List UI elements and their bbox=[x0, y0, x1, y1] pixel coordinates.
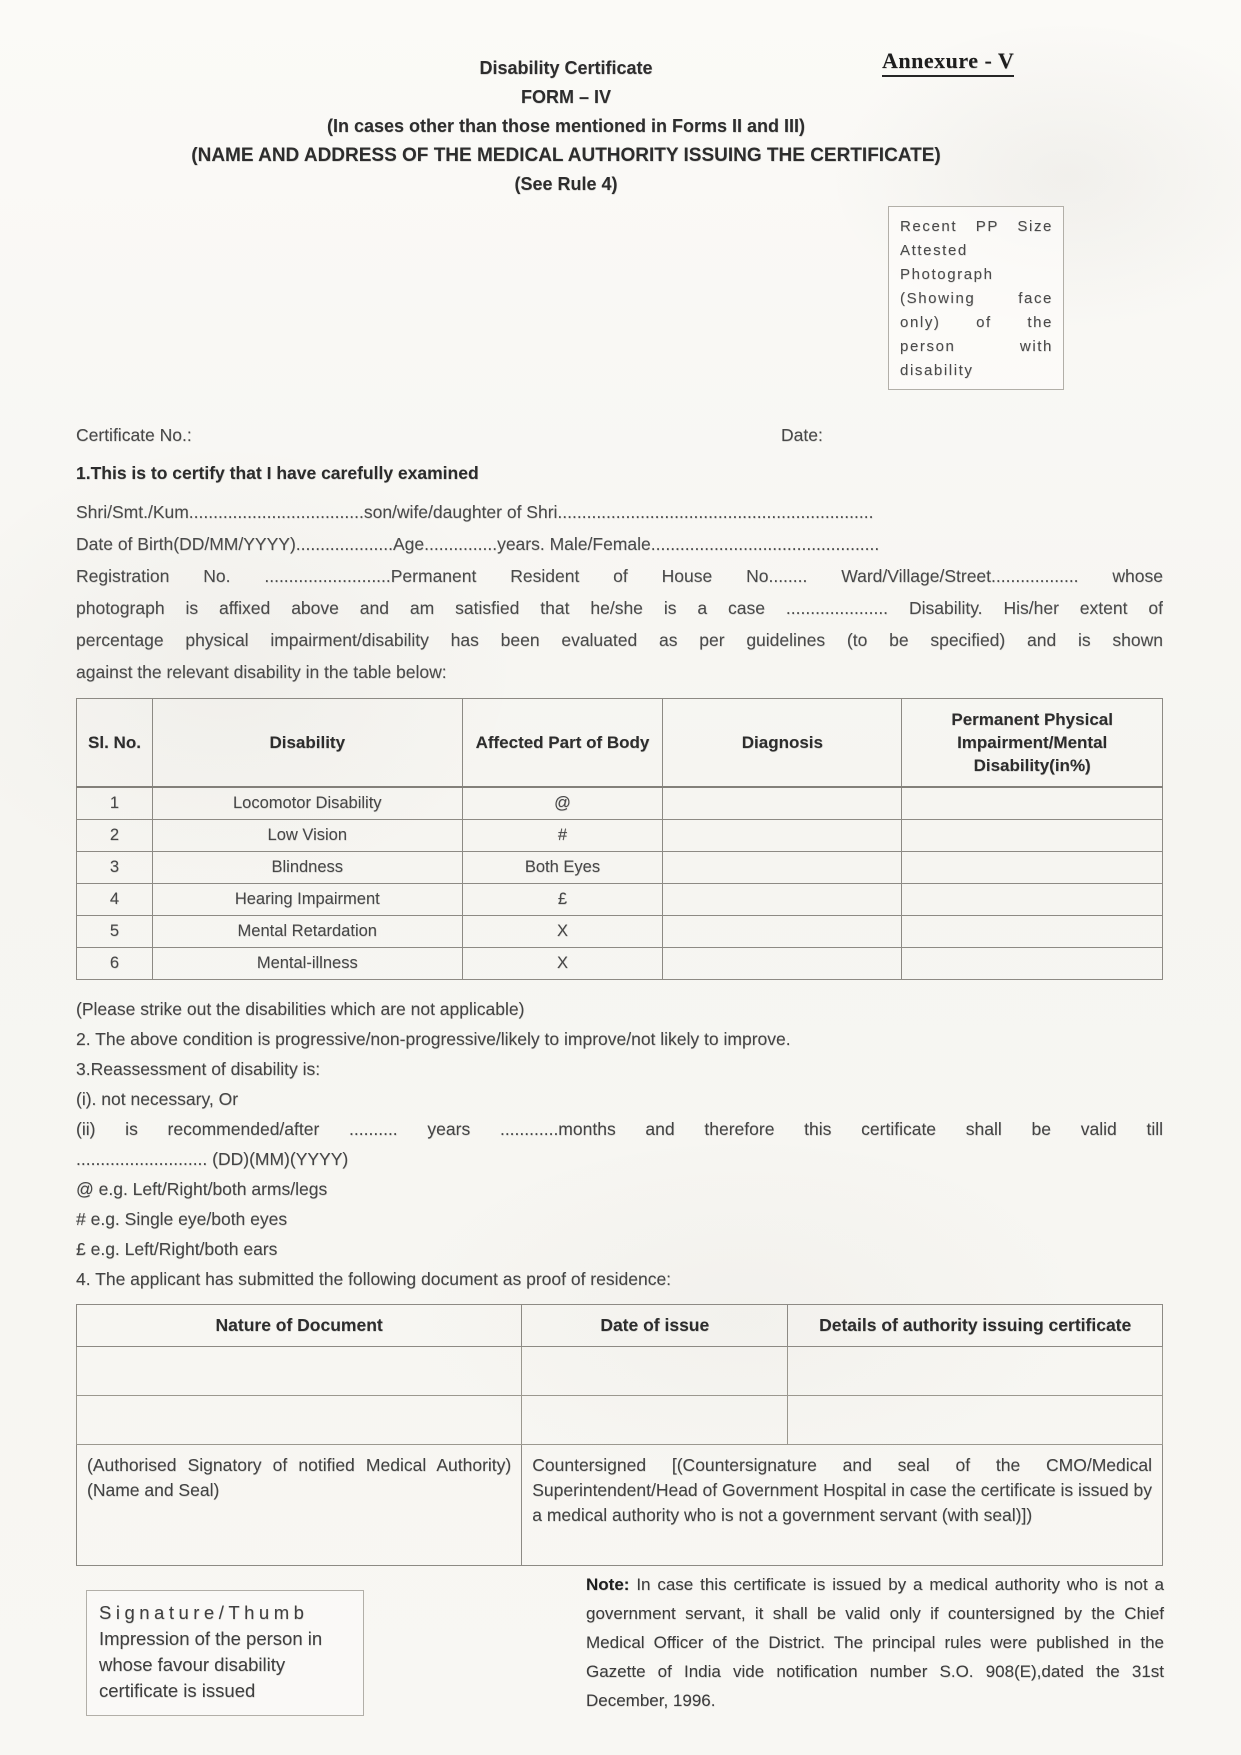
cell-diagnosis bbox=[663, 852, 902, 884]
residence-proof-table bbox=[76, 1304, 1163, 1566]
residence-proof-item: 4. The applicant has submitted the following document as proof of residence: bbox=[76, 1269, 672, 1289]
cell-sl: 6 bbox=[77, 948, 153, 980]
cell-diagnosis bbox=[663, 948, 902, 980]
certificate-meta-row bbox=[76, 423, 1163, 447]
disability-table bbox=[76, 698, 1163, 980]
photo-placeholder-box: Recent PP Size Attested Photograph (Showing face only) of the person with disability bbox=[888, 206, 1064, 390]
cell-impairment bbox=[902, 787, 1163, 820]
condition-item: 2. The above condition is progressive/non-progressive/likely to improve/not likely to improve. bbox=[76, 1029, 791, 1049]
empty-cell bbox=[788, 1347, 1163, 1396]
post-table-notes bbox=[76, 994, 1163, 1294]
footer-section bbox=[76, 1570, 1163, 1755]
col-header-sl-no: Sl. No. bbox=[77, 699, 153, 788]
cell-affected: X bbox=[462, 948, 663, 980]
col-header-affected-part: Affected Part of Body bbox=[462, 699, 663, 788]
signature-box-text: Impression of the person in whose favour disability certificate is issued bbox=[99, 1628, 323, 1701]
table-row bbox=[77, 820, 1163, 852]
reassessment-item: 3.Reassessment of disability is: bbox=[76, 1059, 321, 1079]
empty-cell bbox=[77, 1347, 522, 1396]
annexure-label: Annexure - V bbox=[882, 48, 1014, 77]
cell-affected: @ bbox=[462, 787, 663, 820]
certify-heading: 1.This is to certify that I have carefully examined bbox=[76, 463, 479, 483]
legend-pound-symbol: £ e.g. Left/Right/both ears bbox=[76, 1239, 278, 1259]
cell-sl: 4 bbox=[77, 884, 153, 916]
cell-impairment bbox=[902, 948, 1163, 980]
note-text: In case this certificate is issued by a medical authority who is not a government servant, it shall be valid only if countersigned by the Chief Medical Officer of the District. The principal rules were published in the Gazette of India vide notification number S.O. 908(E),dated the 31st December, 1996. bbox=[586, 1575, 1164, 1710]
reassessment-recommended: (ii) is recommended/after .......... years ............months and therefore this certificate shall be valid till bbox=[76, 1119, 1163, 1139]
certify-line-dob: Date of Birth(DD/MM/YYYY)....................Age...............years. Male/Female............................................... bbox=[76, 534, 880, 554]
disability-table-header-row bbox=[77, 699, 1163, 788]
col-header-date-of-issue: Date of issue bbox=[522, 1305, 788, 1347]
col-header-nature-of-document: Nature of Document bbox=[77, 1305, 522, 1347]
col-header-issuing-authority: Details of authority issuing certificate bbox=[788, 1305, 1163, 1347]
col-header-disability: Disability bbox=[153, 699, 463, 788]
cell-disability: Mental Retardation bbox=[153, 916, 463, 948]
reassessment-not-necessary: (i). not necessary, Or bbox=[76, 1089, 239, 1109]
cell-disability: Blindness bbox=[153, 852, 463, 884]
empty-cell bbox=[788, 1396, 1163, 1445]
certify-line-percentage: percentage physical impairment/disability has been evaluated as per guidelines (to be specified) and is shown bbox=[76, 630, 1163, 650]
col-header-diagnosis: Diagnosis bbox=[663, 699, 902, 788]
table-row bbox=[77, 916, 1163, 948]
certify-line-registration: Registration No. ..........................Permanent Resident of House No........ Ward/Village/Street.................. whose bbox=[76, 566, 1163, 586]
signature-box-line1: Signature/Thumb bbox=[99, 1602, 309, 1623]
table-row bbox=[77, 1347, 1163, 1396]
cell-impairment bbox=[902, 820, 1163, 852]
strike-out-note: (Please strike out the disabilities which are not applicable) bbox=[76, 999, 525, 1019]
cell-impairment bbox=[902, 884, 1163, 916]
legend-hash-symbol: # e.g. Single eye/both eyes bbox=[76, 1209, 288, 1229]
cell-sl: 5 bbox=[77, 916, 153, 948]
table-row bbox=[77, 948, 1163, 980]
form-scope-subtitle: (In cases other than those mentioned in Forms II and III) bbox=[326, 116, 806, 136]
certificate-no-label: Certificate No.: bbox=[76, 425, 192, 445]
authorised-signatory-cell: (Authorised Signatory of notified Medical Authority) (Name and Seal) bbox=[77, 1445, 522, 1566]
cell-affected: £ bbox=[462, 884, 663, 916]
cell-impairment bbox=[902, 916, 1163, 948]
certify-line-name: Shri/Smt./Kum....................................son/wife/daughter of Shri................................................................. bbox=[76, 502, 874, 522]
empty-cell bbox=[77, 1396, 522, 1445]
valid-till-date: ........................... (DD)(MM)(YYYY) bbox=[76, 1149, 349, 1169]
cell-diagnosis bbox=[663, 787, 902, 820]
document-header bbox=[76, 0, 1056, 199]
cell-sl: 3 bbox=[77, 852, 153, 884]
col-header-impairment: Permanent Physical Impairment/Mental Disability(in%) bbox=[902, 699, 1163, 788]
countersigned-cell: Countersigned [(Countersignature and seal of the CMO/Medical Superintendent/Head of Government Hospital in case the certificate is issued by a medical authority who is not a government servant (with seal)]) bbox=[522, 1445, 1163, 1566]
cell-diagnosis bbox=[663, 820, 902, 852]
cell-disability: Hearing Impairment bbox=[153, 884, 463, 916]
certify-line-against: against the relevant disability in the table below: bbox=[76, 662, 447, 682]
cell-affected: Both Eyes bbox=[462, 852, 663, 884]
table-row bbox=[77, 852, 1163, 884]
certify-paragraph bbox=[76, 496, 1163, 688]
residence-table-header-row bbox=[77, 1305, 1163, 1347]
cell-disability: Mental-illness bbox=[153, 948, 463, 980]
note-label: Note: bbox=[586, 1575, 637, 1594]
document-title: Disability Certificate bbox=[479, 58, 653, 78]
empty-cell bbox=[522, 1396, 788, 1445]
cell-sl: 1 bbox=[77, 787, 153, 820]
table-row bbox=[77, 1396, 1163, 1445]
residence-table-footer-row bbox=[77, 1445, 1163, 1566]
cell-diagnosis bbox=[663, 884, 902, 916]
rule-reference: (See Rule 4) bbox=[514, 174, 618, 194]
table-row bbox=[77, 884, 1163, 916]
cell-affected: # bbox=[462, 820, 663, 852]
signature-thumb-box bbox=[86, 1590, 364, 1716]
cell-disability: Low Vision bbox=[153, 820, 463, 852]
cell-affected: X bbox=[462, 916, 663, 948]
footer-note bbox=[586, 1570, 1164, 1715]
certify-line-photograph: photograph is affixed above and am satisfied that he/she is a case ..................... Disability. His/her extent of bbox=[76, 598, 1163, 618]
cell-sl: 2 bbox=[77, 820, 153, 852]
form-number: FORM – IV bbox=[520, 87, 611, 107]
cell-disability: Locomotor Disability bbox=[153, 787, 463, 820]
authority-subtitle: (NAME AND ADDRESS OF THE MEDICAL AUTHORITY ISSUING THE CERTIFICATE) bbox=[191, 145, 941, 166]
date-label: Date: bbox=[781, 425, 823, 445]
cell-impairment bbox=[902, 852, 1163, 884]
cell-diagnosis bbox=[663, 916, 902, 948]
empty-cell bbox=[522, 1347, 788, 1396]
legend-at-symbol: @ e.g. Left/Right/both arms/legs bbox=[76, 1179, 328, 1199]
table-row bbox=[77, 787, 1163, 820]
